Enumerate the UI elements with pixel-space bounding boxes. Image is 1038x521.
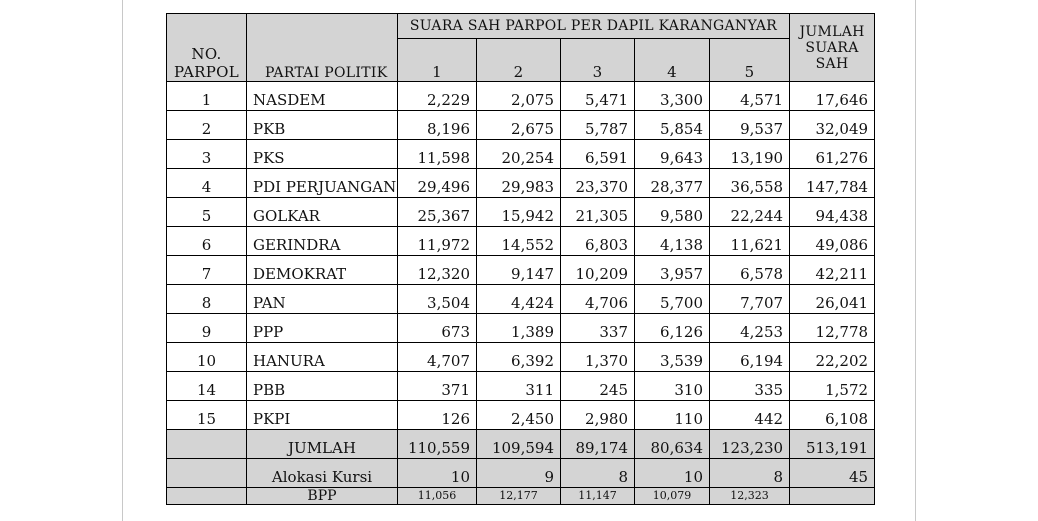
bpp-dapil-3: 11,147 <box>561 488 635 505</box>
row-dapil-1: 673 <box>398 314 477 343</box>
row-total: 61,276 <box>790 140 875 169</box>
bpp-empty-cell <box>167 488 247 505</box>
row-no: 2 <box>167 111 247 140</box>
bpp-row <box>167 488 875 505</box>
row-dapil-4: 9,643 <box>635 140 710 169</box>
alokasi-dapil-4: 10 <box>635 459 710 488</box>
table-row <box>167 372 875 401</box>
row-dapil-3: 1,370 <box>561 343 635 372</box>
row-dapil-5: 442 <box>710 401 790 430</box>
row-total: 94,438 <box>790 198 875 227</box>
alokasi-label: Alokasi Kursi <box>247 459 398 488</box>
header-party: PARTAI POLITIK <box>247 14 398 82</box>
row-party: PKS <box>247 140 398 169</box>
alokasi-total: 45 <box>790 459 875 488</box>
row-party: DEMOKRAT <box>247 256 398 285</box>
row-dapil-2: 6,392 <box>477 343 561 372</box>
bpp-dapil-4: 10,079 <box>635 488 710 505</box>
row-no: 6 <box>167 227 247 256</box>
jumlah-dapil-2: 109,594 <box>477 430 561 459</box>
row-party: PBB <box>247 372 398 401</box>
row-dapil-3: 6,591 <box>561 140 635 169</box>
row-no: 1 <box>167 82 247 111</box>
bpp-total-empty <box>790 488 875 505</box>
row-party: NASDEM <box>247 82 398 111</box>
row-dapil-3: 2,980 <box>561 401 635 430</box>
table-row <box>167 343 875 372</box>
row-total: 32,049 <box>790 111 875 140</box>
row-total: 147,784 <box>790 169 875 198</box>
table-row <box>167 314 875 343</box>
row-dapil-4: 310 <box>635 372 710 401</box>
row-dapil-3: 337 <box>561 314 635 343</box>
row-dapil-2: 2,450 <box>477 401 561 430</box>
row-dapil-5: 36,558 <box>710 169 790 198</box>
bpp-dapil-5: 12,323 <box>710 488 790 505</box>
row-party: PDI PERJUANGAN <box>247 169 398 198</box>
row-dapil-1: 11,598 <box>398 140 477 169</box>
row-dapil-3: 21,305 <box>561 198 635 227</box>
row-dapil-4: 9,580 <box>635 198 710 227</box>
row-dapil-1: 371 <box>398 372 477 401</box>
table-row <box>167 285 875 314</box>
row-dapil-4: 3,539 <box>635 343 710 372</box>
row-total: 42,211 <box>790 256 875 285</box>
row-total: 22,202 <box>790 343 875 372</box>
row-party: GERINDRA <box>247 227 398 256</box>
header-dapil-4: 4 <box>635 39 710 82</box>
row-dapil-3: 245 <box>561 372 635 401</box>
row-dapil-3: 23,370 <box>561 169 635 198</box>
header-group-title: SUARA SAH PARPOL PER DAPIL KARANGANYAR <box>398 14 790 39</box>
row-dapil-1: 11,972 <box>398 227 477 256</box>
row-dapil-5: 4,571 <box>710 82 790 111</box>
row-dapil-1: 2,229 <box>398 82 477 111</box>
alokasi-dapil-1: 10 <box>398 459 477 488</box>
row-dapil-5: 6,578 <box>710 256 790 285</box>
table-row <box>167 198 875 227</box>
header-dapil-5: 5 <box>710 39 790 82</box>
bpp-dapil-2: 12,177 <box>477 488 561 505</box>
row-dapil-2: 2,075 <box>477 82 561 111</box>
jumlah-dapil-1: 110,559 <box>398 430 477 459</box>
row-dapil-1: 126 <box>398 401 477 430</box>
row-total: 17,646 <box>790 82 875 111</box>
jumlah-label: JUMLAH <box>247 430 398 459</box>
header-no: NO. PARPOL <box>167 14 247 82</box>
alokasi-dapil-2: 9 <box>477 459 561 488</box>
row-dapil-2: 2,675 <box>477 111 561 140</box>
alokasi-dapil-5: 8 <box>710 459 790 488</box>
row-no: 4 <box>167 169 247 198</box>
row-dapil-5: 4,253 <box>710 314 790 343</box>
row-dapil-4: 6,126 <box>635 314 710 343</box>
row-dapil-5: 9,537 <box>710 111 790 140</box>
table-row <box>167 140 875 169</box>
row-dapil-3: 4,706 <box>561 285 635 314</box>
row-total: 6,108 <box>790 401 875 430</box>
jumlah-dapil-5: 123,230 <box>710 430 790 459</box>
page-edge-left <box>122 0 123 521</box>
row-dapil-2: 20,254 <box>477 140 561 169</box>
row-party: PAN <box>247 285 398 314</box>
row-party: PKPI <box>247 401 398 430</box>
row-dapil-5: 7,707 <box>710 285 790 314</box>
row-dapil-3: 10,209 <box>561 256 635 285</box>
page-edge-right <box>915 0 916 521</box>
row-party: HANURA <box>247 343 398 372</box>
row-dapil-4: 28,377 <box>635 169 710 198</box>
alokasi-row <box>167 459 875 488</box>
row-no: 5 <box>167 198 247 227</box>
jumlah-dapil-4: 80,634 <box>635 430 710 459</box>
row-dapil-2: 15,942 <box>477 198 561 227</box>
row-no: 15 <box>167 401 247 430</box>
row-dapil-2: 9,147 <box>477 256 561 285</box>
row-party: PPP <box>247 314 398 343</box>
row-dapil-5: 13,190 <box>710 140 790 169</box>
row-dapil-5: 6,194 <box>710 343 790 372</box>
row-total: 12,778 <box>790 314 875 343</box>
jumlah-total: 513,191 <box>790 430 875 459</box>
header-dapil-2: 2 <box>477 39 561 82</box>
row-dapil-2: 14,552 <box>477 227 561 256</box>
jumlah-empty-cell <box>167 430 247 459</box>
header-dapil-1: 1 <box>398 39 477 82</box>
row-dapil-4: 5,854 <box>635 111 710 140</box>
table-row <box>167 169 875 198</box>
row-dapil-5: 22,244 <box>710 198 790 227</box>
row-dapil-1: 25,367 <box>398 198 477 227</box>
table-row <box>167 227 875 256</box>
table-row <box>167 256 875 285</box>
row-no: 14 <box>167 372 247 401</box>
header-total: JUMLAH SUARA SAH <box>790 14 875 82</box>
table-row <box>167 111 875 140</box>
header-dapil-3: 3 <box>561 39 635 82</box>
row-dapil-1: 29,496 <box>398 169 477 198</box>
bpp-dapil-1: 11,056 <box>398 488 477 505</box>
row-dapil-1: 12,320 <box>398 256 477 285</box>
row-total: 49,086 <box>790 227 875 256</box>
row-no: 10 <box>167 343 247 372</box>
row-dapil-2: 311 <box>477 372 561 401</box>
row-total: 26,041 <box>790 285 875 314</box>
row-dapil-4: 3,957 <box>635 256 710 285</box>
row-dapil-4: 3,300 <box>635 82 710 111</box>
alokasi-empty-cell <box>167 459 247 488</box>
row-no: 9 <box>167 314 247 343</box>
row-dapil-4: 4,138 <box>635 227 710 256</box>
row-dapil-3: 6,803 <box>561 227 635 256</box>
row-dapil-5: 11,621 <box>710 227 790 256</box>
row-party: GOLKAR <box>247 198 398 227</box>
row-dapil-4: 110 <box>635 401 710 430</box>
row-dapil-5: 335 <box>710 372 790 401</box>
row-total: 1,572 <box>790 372 875 401</box>
row-party: PKB <box>247 111 398 140</box>
table-row <box>167 401 875 430</box>
row-no: 3 <box>167 140 247 169</box>
row-dapil-3: 5,787 <box>561 111 635 140</box>
row-no: 7 <box>167 256 247 285</box>
row-dapil-1: 4,707 <box>398 343 477 372</box>
row-dapil-2: 1,389 <box>477 314 561 343</box>
row-dapil-2: 29,983 <box>477 169 561 198</box>
bpp-label: BPP <box>247 488 398 505</box>
row-no: 8 <box>167 285 247 314</box>
jumlah-row <box>167 430 875 459</box>
row-dapil-1: 3,504 <box>398 285 477 314</box>
vote-table <box>166 13 875 505</box>
table-row <box>167 82 875 111</box>
row-dapil-4: 5,700 <box>635 285 710 314</box>
jumlah-dapil-3: 89,174 <box>561 430 635 459</box>
row-dapil-3: 5,471 <box>561 82 635 111</box>
alokasi-dapil-3: 8 <box>561 459 635 488</box>
row-dapil-2: 4,424 <box>477 285 561 314</box>
row-dapil-1: 8,196 <box>398 111 477 140</box>
